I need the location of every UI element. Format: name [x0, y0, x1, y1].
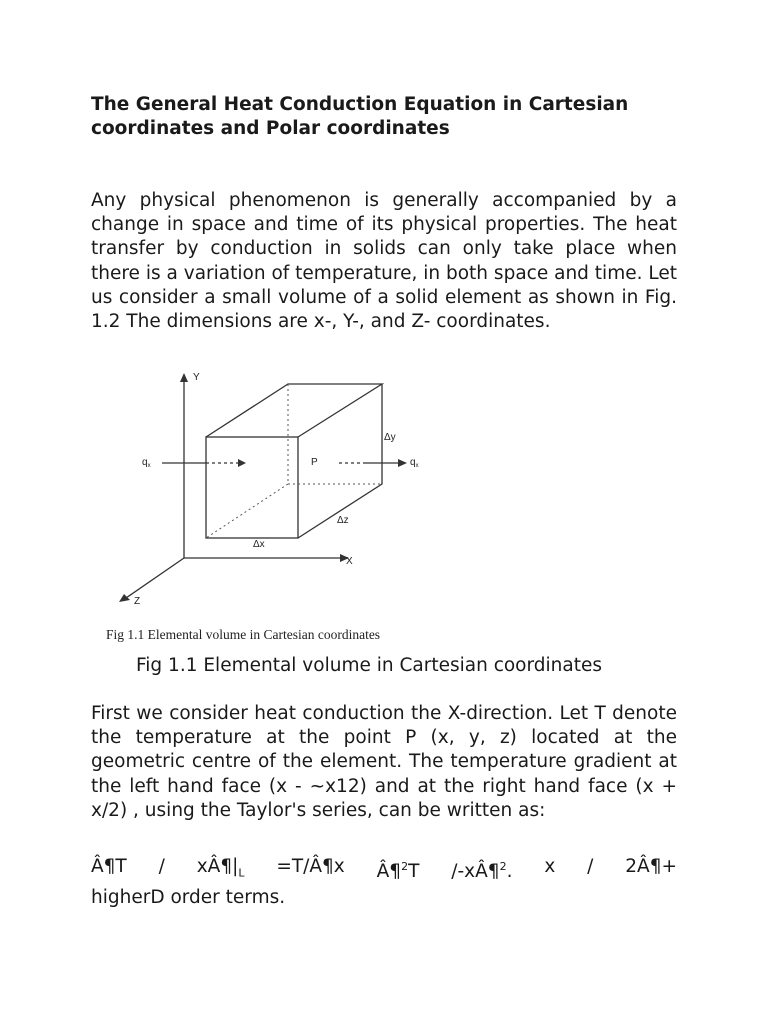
cube-front-face — [206, 437, 298, 538]
eq-term-1: Â¶T — [91, 856, 127, 877]
q-out-label — [410, 457, 419, 469]
q-in-symbol: q — [142, 457, 148, 468]
eq-term-3: $xÂ\P|_L$ — [196, 856, 245, 880]
q-in-label — [142, 457, 151, 469]
paragraph-intro: Any physical phenomenon is generally accompanied by a change in space and time of its physical properties. The heat transfer by conduction in solids can only take place when there is a variation of temperature, in both space and time. Let us consider a small volume of a solid element as shown in Fig. 1.2 The dimensions are x-, Y-, and Z- coordinates. — [91, 190, 677, 333]
q-in-subscript: x — [147, 463, 151, 469]
eq-term-4: =T/Â¶x — [276, 856, 345, 877]
hidden-edge-depth — [206, 484, 288, 538]
y-axis-label: Y — [193, 372, 200, 383]
eq-term-2: / — [158, 856, 165, 877]
delta-x-label: Δx — [253, 539, 265, 550]
taylor-equation — [91, 855, 677, 910]
figure-printed-caption: Fig 1.1 Elemental volume in Cartesian coordinates — [106, 627, 381, 642]
q-out-subscript: x — [415, 463, 419, 469]
x-axis-label: X — [346, 556, 353, 567]
eq-term-8: / — [587, 856, 594, 877]
point-p-label: P — [311, 457, 318, 468]
paragraph-x-direction: First we consider heat conduction the X-direction. Let T denote the temperature at the point P (x, y, z) located at the geometric centre of the element. The temperature gradient at the left hand face (x - ~x12) and at the right hand face (x + x/2) , using the Taylor's series, can be written as: — [91, 703, 677, 821]
eq-term-7: x — [544, 856, 556, 877]
delta-y-label: Δy — [384, 432, 396, 443]
eq-term-6: /-xÂ¶$^2$. — [451, 860, 513, 883]
heat-out-arrowhead — [398, 459, 407, 467]
elemental-volume-figure — [102, 364, 462, 646]
y-axis-arrowhead — [180, 373, 188, 382]
delta-z-label: Δz — [337, 515, 349, 526]
cube-top-edges — [206, 384, 382, 437]
eq-term-5: Â¶$^2$T — [376, 860, 420, 883]
equation-line-1 — [91, 855, 677, 886]
eq-term-9: 2Â¶+ — [625, 856, 677, 877]
heat-in-arrowhead — [238, 459, 246, 467]
document-title: The General Heat Conduction Equation in Cartesian coordinates and Polar coordinates — [91, 94, 629, 139]
z-axis-label: Z — [134, 596, 141, 607]
z-axis-arrowhead — [119, 594, 130, 602]
equation-line-2: higherD order terms. — [91, 886, 286, 908]
z-axis — [126, 558, 184, 598]
figure-caption: Fig 1.1 Elemental volume in Cartesian coordinates — [136, 655, 602, 676]
q-out-symbol: q — [410, 457, 416, 468]
